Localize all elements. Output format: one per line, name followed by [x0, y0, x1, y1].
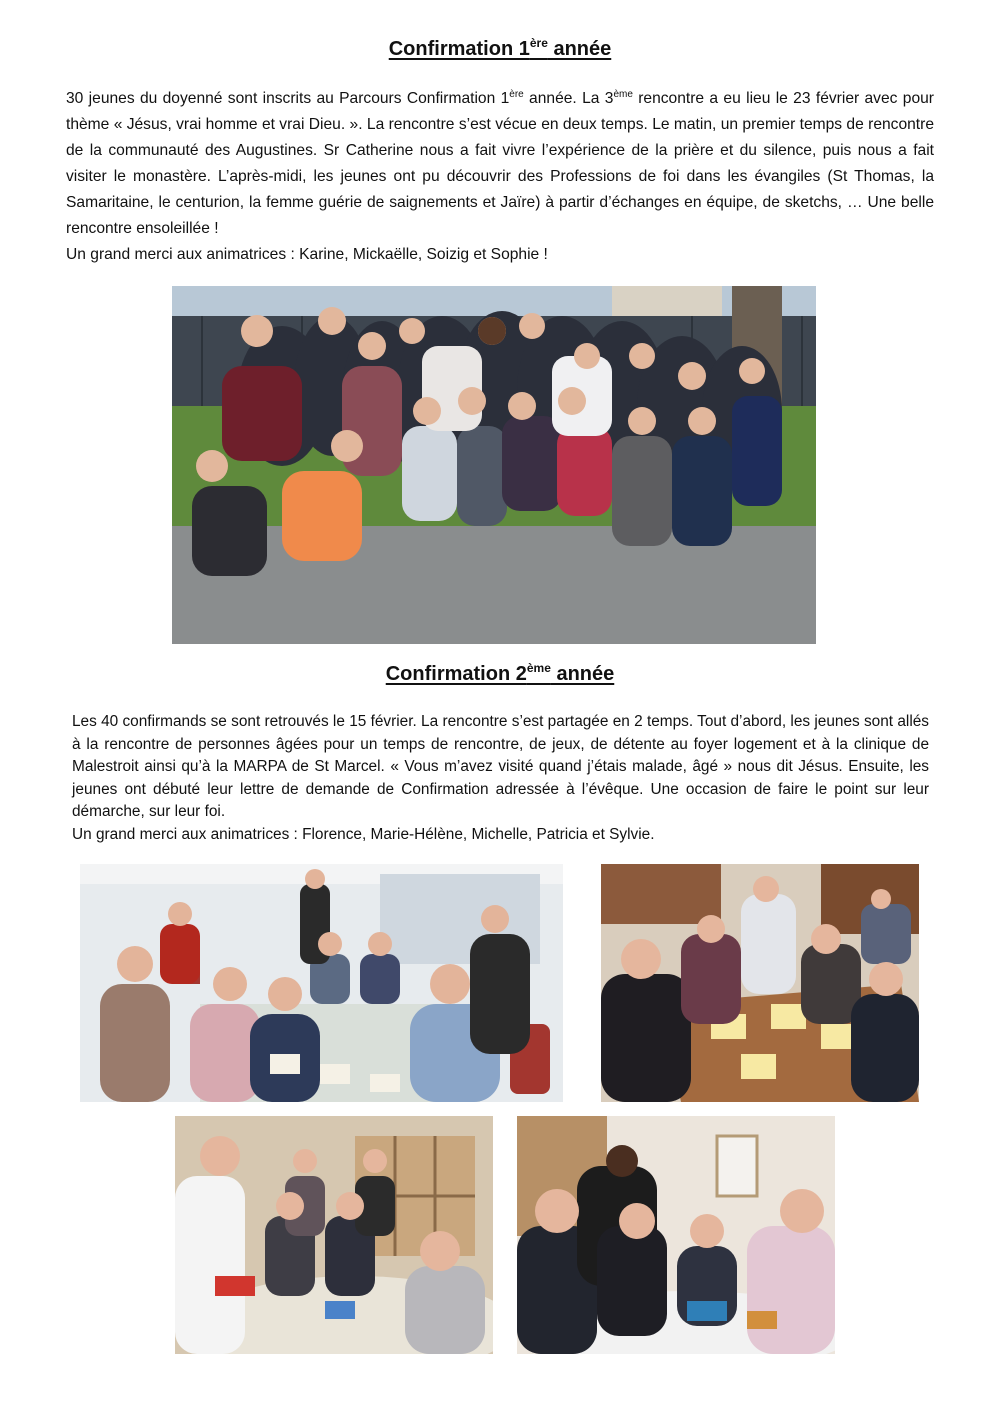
section2-title-sup: ème — [526, 661, 551, 675]
activity-photo-2 — [601, 864, 919, 1102]
section1-title-sup: ère — [529, 36, 548, 50]
section1-sup-b: ème — [613, 89, 633, 100]
section1-text-b: année. La 3 — [523, 90, 614, 107]
activity-photo-1 — [80, 864, 563, 1102]
section1-sup-a: ère — [509, 89, 524, 100]
section2-thanks: Un grand merci aux animatrices : Florence, Marie-Hélène, Michelle, Patricia et Sylvie. — [72, 825, 655, 843]
section1-text-a: 30 jeunes du doyenné sont inscrits au Parcours Confirmation 1 — [66, 90, 510, 107]
section1-title — [0, 38, 1000, 61]
section2-paragraph — [72, 711, 929, 847]
section2-title — [0, 663, 1000, 686]
section1-title-suffix: année — [547, 38, 612, 60]
section2-title-text: Confirmation 2 — [385, 663, 527, 685]
section1-thanks: Un grand merci aux animatrices : Karine, Mickaëlle, Soizig et Sophie ! — [66, 246, 548, 263]
group-photo — [172, 286, 816, 644]
section1-paragraph — [66, 86, 934, 268]
activity-photo-3 — [175, 1116, 493, 1354]
section2-title-suffix: année — [550, 663, 615, 685]
activity-photo-4 — [517, 1116, 835, 1354]
section1-title-text: Confirmation 1 — [388, 38, 530, 60]
section1-text-c: rencontre a eu lieu le 23 février avec pour thème « Jésus, vrai homme et vrai Dieu. ». La rencontre s’est vécue en deux temps. Le matin, un premier temps de rencontre de la communauté des Augustines. Sr Catherine nous a fait vivre l’expérience de la prière et du silence, puis nous a fait visiter le monastère. L’après-midi, les jeunes ont pu découvrir des Professions de foi dans les évangiles (St Thomas, la Samaritaine, le centurion, la femme guérie de saignements et Jaïre) à partir d’échanges en équipe, de sketchs, … Une belle rencontre ensoleillée ! — [66, 90, 934, 237]
section2-text: Les 40 confirmands se sont retrouvés le 15 février. La rencontre s’est partagée en 2 temps. Tout d’abord, les jeunes sont allés à la rencontre de personnes âgées pour un temps de rencontre, de jeux, de détente au foyer logement et à la clinique de Malestroit ainsi qu’à la MARPA de St Marcel. « Vous m’avez visité quand j’étais malade, âgé » nous dit Jésus. Ensuite, les jeunes ont débuté leur lettre de demande de Confirmation adressée à l’évêque. Une occasion de faire le point sur leur démarche, sur leur foi. — [72, 713, 929, 821]
